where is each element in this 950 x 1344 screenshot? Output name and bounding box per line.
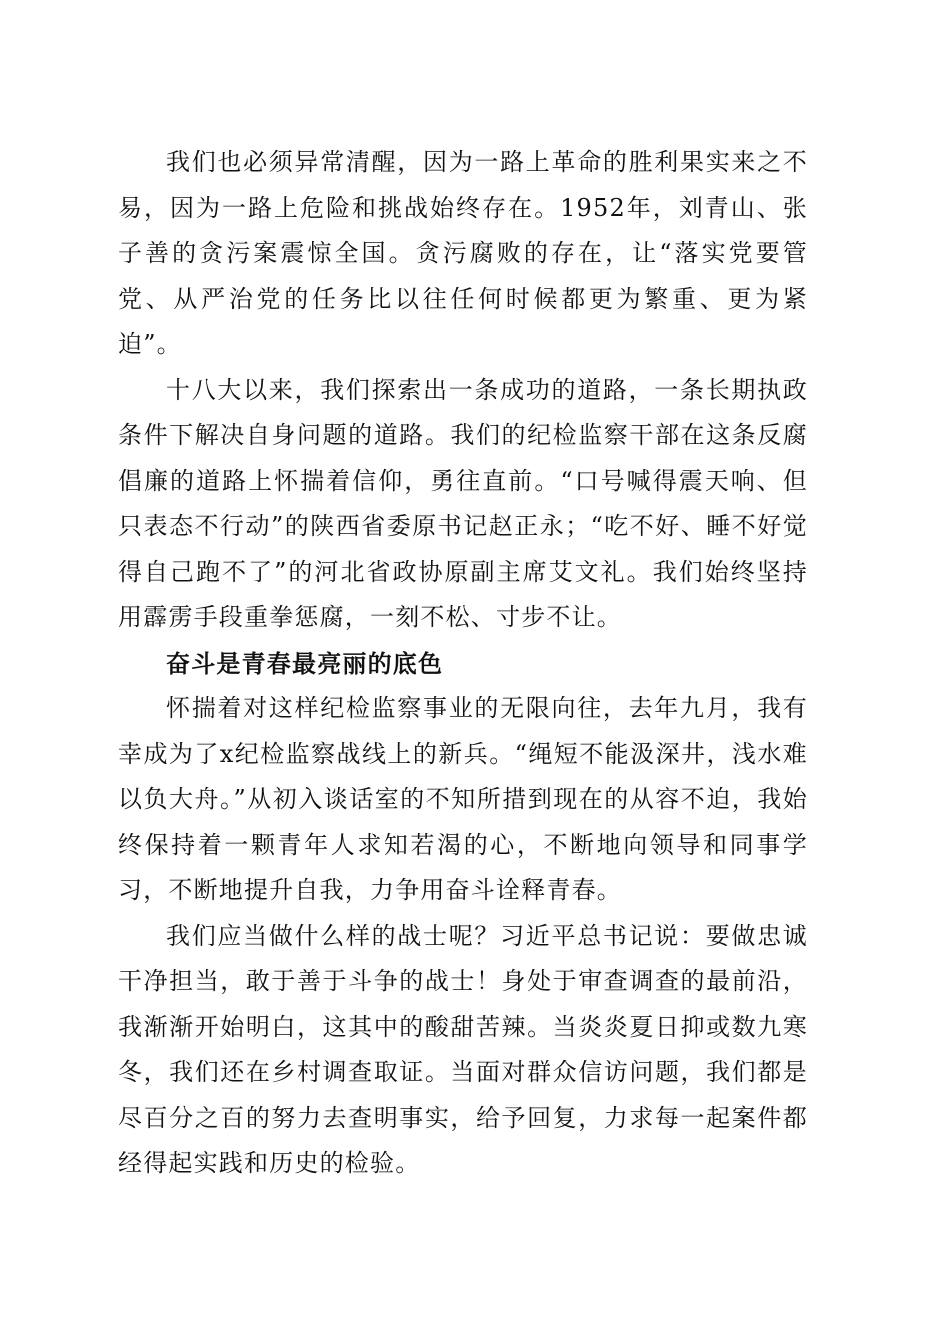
paragraph-3: 怀揣着对这样纪检监察事业的无限向往，去年九月，我有幸成为了x纪检监察战线上的新兵。“绳短不能汲深井，浅水难以负大舟。”从初入谈话室的不知所措到现在的从容不迫，我始终保持着一颗青年人求知若渴的心，不断地向领导和同事学习，不断地提升自我，力争用奋斗诠释青春。: [118, 694, 808, 904]
paragraph-4: 我们应当做什么样的战士呢？习近平总书记说：要做忠诚干净担当，敢于善于斗争的战士！身处于审查调查的最前沿，我渐渐开始明白，这其中的酸甜苦辣。当炎炎夏日抑或数九寒冬，我们还在乡村调查取证。当面对群众信访问题，我们都是尽百分之百的努力去查明事实，给予回复，力求每一起案件都经得起实践和历史的检验。: [118, 921, 808, 1177]
paragraph-1: 我们也必须异常清醒，因为一路上革命的胜利果实来之不易，因为一路上危险和挑战始终存在。1952年，刘青山、张子善的贪污案震惊全国。贪污腐败的存在，让“落实党要管党、从严治党的任务比以往任何时候都更为繁重、更为紧迫”。: [118, 148, 808, 358]
section-heading: 奋斗是青春最亮丽的底色: [166, 648, 444, 678]
paragraph-2: 十八大以来，我们探索出一条成功的道路，一条长期执政条件下解决自身问题的道路。我们的纪检监察干部在这条反腐倡廉的道路上怀揣着信仰，勇往直前。“口号喊得震天响、但只表态不行动”的陕西省委原书记赵正永；“吃不好、睡不好觉得自己跑不了”的河北省政协原副主席艾文礼。我们始终坚持用霹雳手段重拳惩腐，一刻不松、寸步不让。: [118, 375, 808, 631]
document-page: [118, 140, 808, 1187]
